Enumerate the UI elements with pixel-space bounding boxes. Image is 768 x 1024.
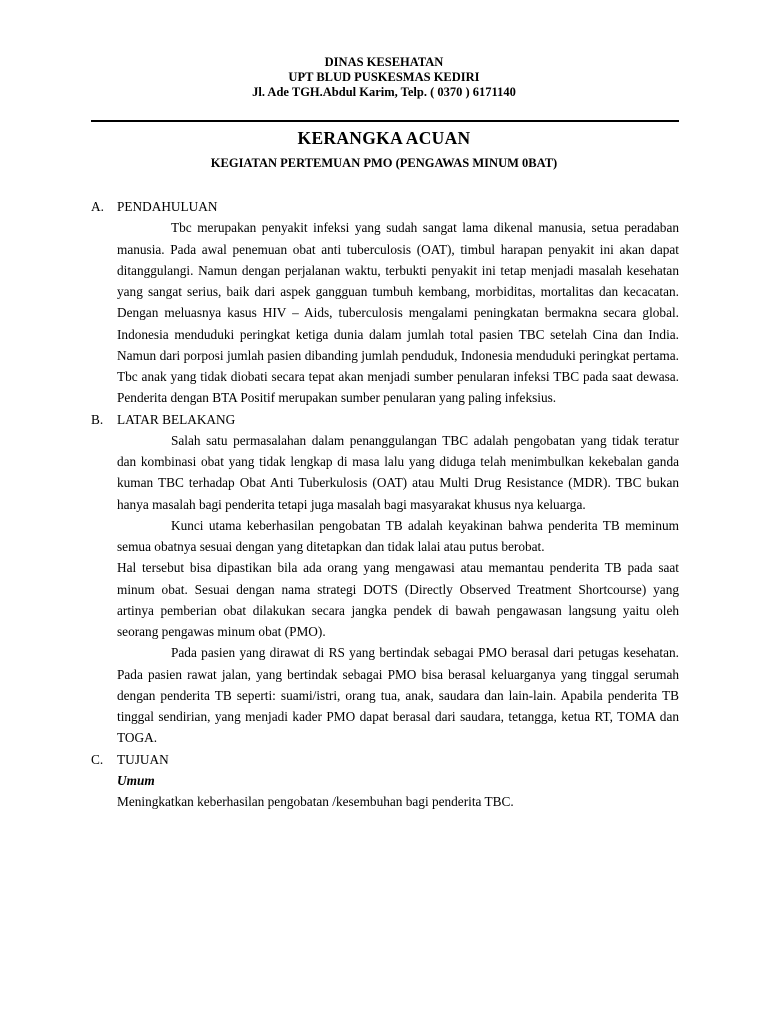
paragraph: Pada pasien yang dirawat di RS yang bertindak sebagai PMO berasal dari petugas kesehatan. Pada pasien rawat jalan, yang bertindak sebagai PMO bisa berasal keluarganya yang tinggal serumah dengan penderita TB seperti: suami/istri, orang tua, anak, saudara dan lain-lain. Apabila penderita TB tinggal sendirian, yang menjadi kader PMO dapat berasal dari saudara, tetangga, ketua RT, TOMA dan TOGA. <box>117 645 679 746</box>
document-body <box>91 196 679 812</box>
section-title: LATAR BELAKANG <box>117 411 236 427</box>
objective-text: Meningkatkan keberhasilan pengobatan /kesembuhan bagi penderita TBC. <box>117 794 514 809</box>
document-subtitle: KEGIATAN PERTEMUAN PMO (PENGAWAS MINUM 0BAT) <box>210 156 558 170</box>
paragraph: Hal tersebut bisa dipastikan bila ada orang yang mengawasi atau memantau penderita TB pada saat minum obat. Sesuai dengan nama strategi DOTS (Directly Observed Treatment Shortcourse) yang artinya pemberian obat dilakukan secara jangka pendek di bawah pengawasan langsung yaitu oleh seorang pengawas minum obat (PMO). <box>117 560 679 639</box>
letterhead-unit: UPT BLUD PUSKESMAS KEDIRI <box>288 70 480 84</box>
section-title: TUJUAN <box>117 751 169 767</box>
section-letter: A. <box>91 199 104 214</box>
letterhead-agency: DINAS KESEHATAN <box>324 55 444 69</box>
letterhead-divider <box>91 120 679 122</box>
section-heading-latar-belakang <box>91 409 679 430</box>
sub-heading-umum: Umum <box>117 772 155 788</box>
section-letter: B. <box>91 411 104 427</box>
section-letter: C. <box>91 751 104 767</box>
section-heading-tujuan <box>91 749 679 770</box>
section-heading-pendahuluan <box>91 196 679 217</box>
paragraph: Kunci utama keberhasilan pengobatan TB adalah keyakinan bahwa penderita TB meminum semua obatnya sesuai dengan yang ditetapkan dan tidak lalai atau putus berobat. <box>117 517 679 554</box>
letterhead-address: Jl. Ade TGH.Abdul Karim, Telp. ( 0370 ) 6171140 <box>252 85 516 99</box>
paragraph: Tbc merupakan penyakit infeksi yang sudah sangat lama dikenal manusia, setua peradaban manusia. Pada awal penemuan obat anti tuberculosis (OAT), timbul harapan penyakit ini akan dapat ditanggulangi. Namun dengan perjalanan waktu, terbukti penyakit ini tetap menjadi masalah kesehatan yang sangat serius, baik dari aspek gangguan tumbuh kembang, morbiditas, mortalitas dan kecacatan. Dengan meluasnya kasus HIV – Aids, tuberculosis mengalami peningkatan bermakna secara global. Indonesia menduduki peringkat ketiga dunia dalam jumlah total pasien TBC setelah Cina dan India. Namun dari porposi jumlah pasien dibanding jumlah penduduk, Indonesia menduduki peringkat pertama. Tbc anak yang tidak diobati secara tepat akan menjadi sumber penularan infeksi TBC pada saat dewasa. Penderita dengan BTA Positif merupakan sumber penularan yang paling infeksius. <box>117 220 679 406</box>
section-title: PENDAHULUAN <box>117 199 218 214</box>
document-title: KERANGKA ACUAN <box>297 128 471 148</box>
paragraph: Salah satu permasalahan dalam penanggulangan TBC adalah pengobatan yang tidak teratur dan kombinasi obat yang tidak lengkap di masa lalu yang diduga telah menimbulkan kekebalan ganda kuman TBC terhadap Obat Anti Tuberkulosis (OAT) atau Multi Drug Resistance (MDR). TBC bukan hanya masalah bagi penderita tetapi juga masalah bagi masyarakat khusus nya keluarga. <box>117 432 679 512</box>
letterhead <box>0 55 768 100</box>
